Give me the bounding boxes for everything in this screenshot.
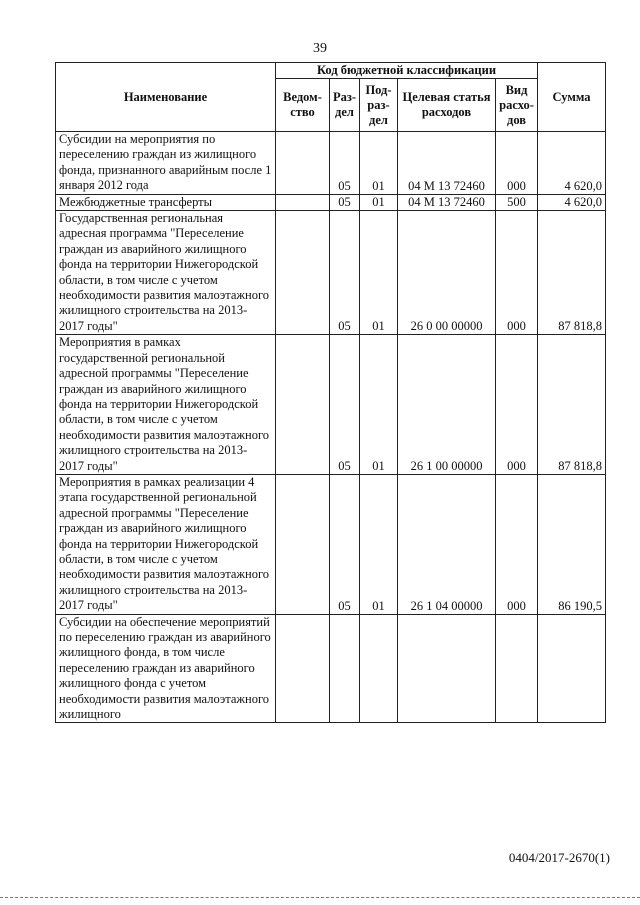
scan-edge-line	[0, 897, 640, 898]
row-amount	[538, 614, 606, 723]
row-section: 05	[330, 211, 360, 335]
table-row	[56, 335, 606, 475]
row-subsection: 01	[360, 132, 398, 195]
row-target: 26 1 00 00000	[398, 335, 496, 475]
table-row	[56, 194, 606, 210]
header-section: Раз-дел	[330, 79, 360, 132]
row-target	[398, 614, 496, 723]
row-section: 05	[330, 335, 360, 475]
row-section	[330, 614, 360, 723]
row-expense-type	[496, 614, 538, 723]
table-row	[56, 132, 606, 195]
row-amount: 87 818,8	[538, 335, 606, 475]
row-dept	[276, 335, 330, 475]
row-name: Субсидии на мероприятия по переселению граждан из жилищного фонда, признанного аварийным после 1 января 2012 года	[56, 132, 276, 195]
document-code: 0404/2017-2670(1)	[508, 850, 610, 865]
row-amount: 86 190,5	[538, 474, 606, 614]
row-amount: 4 620,0	[538, 132, 606, 195]
table-row	[56, 211, 606, 335]
row-target: 26 0 00 00000	[398, 211, 496, 335]
row-subsection: 01	[360, 335, 398, 475]
row-amount: 4 620,0	[538, 194, 606, 210]
header-expense-type: Вид расхо-дов	[496, 79, 538, 132]
row-section: 05	[330, 194, 360, 210]
row-expense-type: 000	[496, 132, 538, 195]
row-name: Мероприятия в рамках государственной региональной адресной программы "Переселение граждан из аварийного жилищного фонда на территории Нижегородской области, в том числе с учетом необходимости развития малоэтажного жилищного строительства на 2013-2017 годы"	[56, 335, 276, 475]
row-name: Государственная региональная адресная программа "Переселение граждан из аварийного жилищного фонда на территории Нижегородской области, в том числе с учетом необходимости развития малоэтажного жилищного строительства на 2013-2017 годы"	[56, 211, 276, 335]
row-name: Межбюджетные трансферты	[56, 194, 276, 210]
row-target: 04 М 13 72460	[398, 194, 496, 210]
row-subsection: 01	[360, 474, 398, 614]
row-subsection: 01	[360, 211, 398, 335]
row-subsection: 01	[360, 194, 398, 210]
row-dept	[276, 194, 330, 210]
row-name: Мероприятия в рамках реализации 4 этапа государственной региональной адресной программы "Переселение граждан из аварийного жилищного фонда на территории Нижегородской области, в том числе с учетом необходимости развития малоэтажного жилищного строительства на 2013-2017 годы"	[56, 474, 276, 614]
header-dept: Ведом-ство	[276, 79, 330, 132]
header-name: Наименование	[56, 63, 276, 132]
row-section: 05	[330, 474, 360, 614]
row-expense-type: 000	[496, 211, 538, 335]
budget-table	[55, 62, 606, 723]
row-target: 26 1 04 00000	[398, 474, 496, 614]
header-amount: Сумма	[538, 63, 606, 132]
table-row	[56, 474, 606, 614]
header-classification-group: Код бюджетной классификации	[276, 63, 538, 79]
row-dept	[276, 474, 330, 614]
row-subsection	[360, 614, 398, 723]
row-amount: 87 818,8	[538, 211, 606, 335]
row-expense-type: 000	[496, 335, 538, 475]
row-section: 05	[330, 132, 360, 195]
row-dept	[276, 132, 330, 195]
row-expense-type: 000	[496, 474, 538, 614]
row-dept	[276, 614, 330, 723]
row-dept	[276, 211, 330, 335]
page-number: 39	[313, 41, 327, 56]
row-target: 04 М 13 72460	[398, 132, 496, 195]
header-subsection: Под-раз-дел	[360, 79, 398, 132]
table-row	[56, 614, 606, 723]
row-name: Субсидии на обеспечение мероприятий по переселению граждан из аварийного жилищного фонда, в том числе переселению граждан из аварийного жилищного фонда с учетом необходимости развития малоэтажного жилищного	[56, 614, 276, 723]
header-target: Целевая статья расходов	[398, 79, 496, 132]
row-expense-type: 500	[496, 194, 538, 210]
